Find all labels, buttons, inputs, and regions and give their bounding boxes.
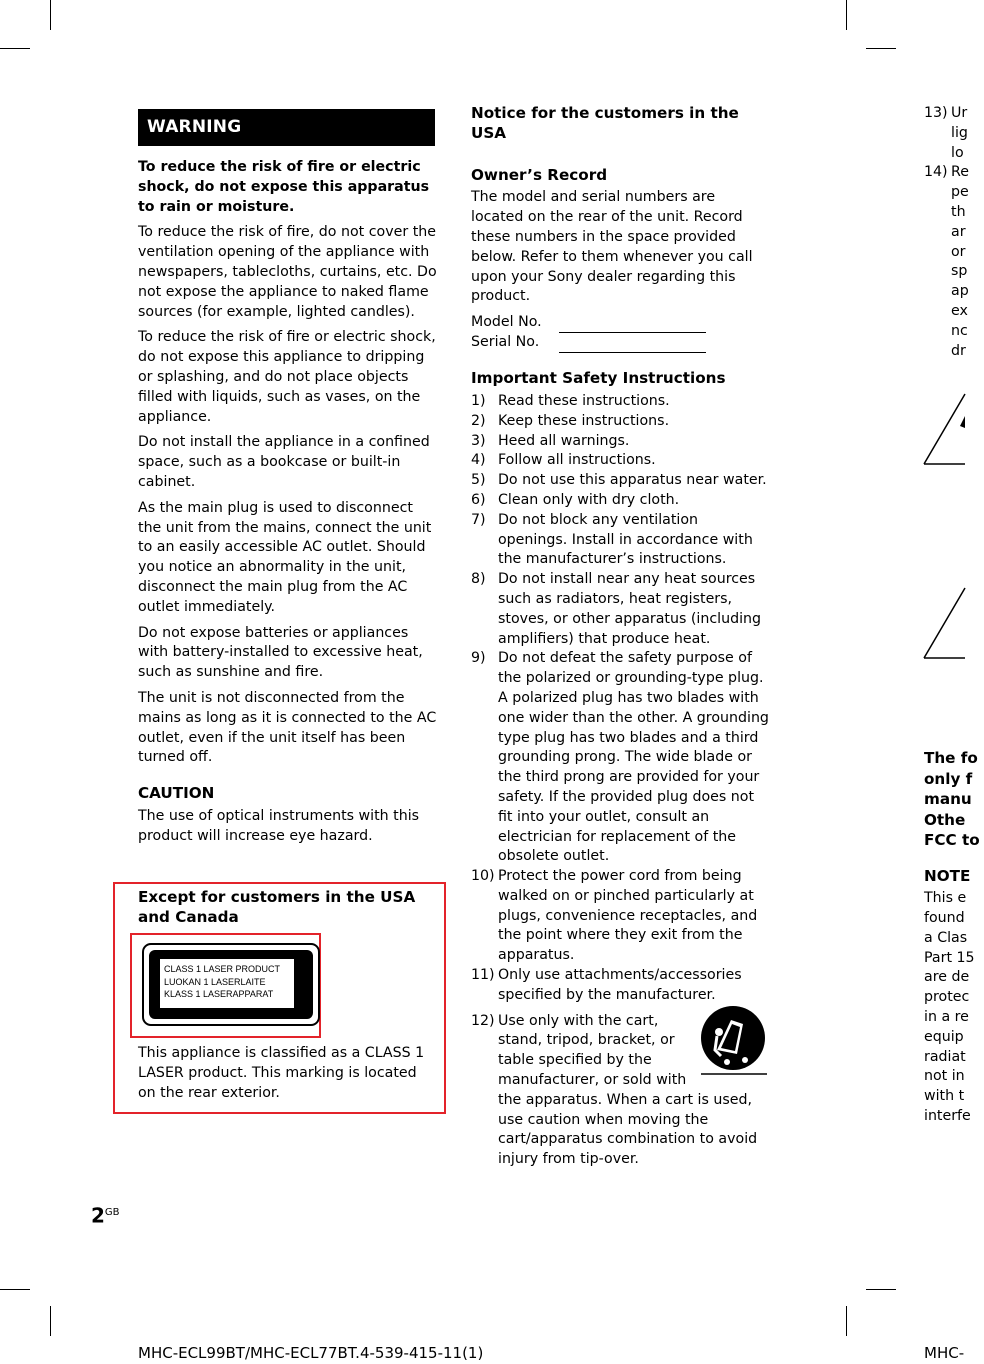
- item-text: Read these instructions.: [498, 392, 670, 409]
- safety-heading: Important Safety Instructions: [471, 369, 726, 388]
- item-text: Keep these instructions.: [498, 412, 670, 429]
- text-fragment: dr: [951, 342, 966, 359]
- crop-mark: [866, 1289, 896, 1290]
- laser-line: CLASS 1 LASER PRODUCT: [164, 964, 281, 974]
- item-number: 6): [471, 491, 486, 508]
- text-fragment: FCC to: [924, 831, 980, 849]
- model-number-field: [559, 320, 706, 333]
- text-fragment: equip: [924, 1028, 964, 1045]
- text-fragment: sp: [951, 263, 968, 280]
- text-fragment: are de: [924, 969, 970, 986]
- item-number: 12): [471, 1012, 495, 1029]
- item-text: Do not use this apparatus near water.: [498, 472, 767, 489]
- item-number: 13): [924, 105, 948, 121]
- item-text: [498, 1012, 769, 1170]
- crop-mark: [866, 48, 896, 49]
- crop-mark: [50, 0, 51, 30]
- footer-model-next: MHC-: [924, 1344, 965, 1362]
- text-fragment: ap: [951, 283, 969, 300]
- warning-paragraph: Do not install the appliance in a confined space, such as a bookcase or built-in cabinet.: [138, 434, 430, 490]
- list-item: [471, 511, 769, 570]
- text-fragment: lig: [951, 124, 968, 141]
- crop-mark: [50, 1306, 51, 1336]
- text-fragment: with t: [924, 1088, 965, 1105]
- item-text: [951, 104, 984, 163]
- text-fragment: The fo: [924, 749, 978, 767]
- crop-mark: [0, 48, 30, 49]
- list-item: [471, 867, 769, 966]
- crop-mark: [846, 1306, 847, 1336]
- list-item: [471, 966, 769, 1006]
- text-fragment: protec: [924, 989, 970, 1006]
- item-text: Heed all warnings.: [498, 432, 630, 449]
- item-number: 8): [471, 571, 486, 588]
- warning-paragraph: To reduce the risk of fire or electric shock, do not expose this appliance to dripping or splashing, and do not place objects filled with liquids, such as vases, on the appliance.: [138, 329, 436, 425]
- list-item: [471, 570, 769, 649]
- serial-number-row: [471, 333, 769, 353]
- item-number: 2): [471, 412, 486, 429]
- text-fragment: ar: [951, 223, 966, 240]
- list-item: [471, 1012, 769, 1170]
- list-item: [471, 392, 769, 412]
- text-fragment: or: [951, 243, 966, 260]
- item-number: 10): [471, 868, 495, 885]
- laser-line: LUOKAN 1 LASERLAITE: [164, 976, 266, 987]
- safety-list: [471, 392, 769, 1170]
- cart-tip-over-warning-icon: [697, 1004, 769, 1076]
- list-item: [471, 412, 769, 432]
- item-12-text: Use only with the cart, stand, tripod, bracket, or table specified by the manufacturer, or sold with the apparatus. When a cart is used, use caution when moving the cart/apparatus combination to avoid injury from tip-over.: [498, 1012, 758, 1168]
- list-item: [471, 491, 769, 511]
- text-fragment: pe: [951, 184, 969, 201]
- item-number: 9): [471, 650, 486, 667]
- warning-statement: To reduce the risk of fire or electric shock, do not expose this apparatus to rain or moisture.: [138, 159, 430, 215]
- owners-record-heading: Owner’s Record: [471, 165, 608, 184]
- text-fragment: th: [951, 203, 966, 220]
- text-fragment: Part 15: [924, 949, 975, 966]
- note-heading: NOTE: [924, 866, 971, 885]
- list-item: [924, 163, 984, 361]
- text-fragment: Ur: [951, 105, 968, 121]
- model-number-row: [471, 313, 769, 333]
- except-section: [138, 888, 434, 928]
- notice-heading: Notice for the customers in the USA: [471, 104, 739, 142]
- item-text: Do not install near any heat sources such as radiators, heat registers, stoves, or other apparatus (including amplifiers) that produce heat.: [498, 571, 762, 647]
- text-fragment: a Clas: [924, 929, 968, 946]
- item-number: 3): [471, 432, 486, 449]
- item-number: 14): [924, 164, 948, 181]
- crop-mark: [0, 1289, 30, 1290]
- item-text: Follow all instructions.: [498, 452, 656, 469]
- item-text: Protect the power cord from being walked on or pinched particularly at plugs, convenience receptacles, and the point where they exit from the apparatus.: [498, 868, 758, 964]
- left-column: [138, 109, 438, 847]
- except-heading: Except for customers in the USA and Canada: [138, 888, 416, 926]
- item-text: Clean only with dry cloth.: [498, 491, 680, 508]
- text-fragment: only f: [924, 769, 973, 788]
- serial-number-field: [559, 340, 706, 353]
- warning-triangle-icon: [922, 580, 965, 662]
- middle-column: [471, 104, 769, 1170]
- item-text: Do not block any ventilation openings. Install in accordance with the manufacturer’s instructions.: [498, 511, 753, 568]
- serial-label: Serial No.: [471, 334, 540, 351]
- item-number: 7): [471, 511, 486, 528]
- text-fragment: lo: [951, 144, 964, 161]
- list-item: [924, 104, 984, 163]
- item-number: 11): [471, 967, 495, 984]
- item-text: [951, 163, 984, 361]
- page-number-value: 2: [91, 1203, 105, 1228]
- crop-mark: [846, 0, 847, 30]
- text-fragment: radiat: [924, 1048, 966, 1065]
- owners-record-text: The model and serial numbers are located on the rear of the unit. Record these numbers in the space provided below. Refer to them whenever you call upon your Sony dealer regarding this product.: [471, 189, 753, 305]
- item-number: 5): [471, 472, 486, 489]
- warning-paragraph: As the main plug is used to disconnect the unit from the mains, connect the unit to an easily accessible AC outlet. Should you notice an abnormality in the unit, disconnect the main plug from the AC outlet immediately.: [138, 499, 432, 615]
- text-fragment: not in: [924, 1068, 965, 1085]
- text-fragment: Re: [951, 164, 969, 181]
- list-item: [471, 471, 769, 491]
- item-number: 4): [471, 452, 486, 469]
- text-fragment: in a re: [924, 1009, 969, 1026]
- item-text: Only use attachments/accessories specified by the manufacturer.: [498, 967, 742, 1003]
- text-fragment: nc: [951, 322, 968, 339]
- laser-description: [138, 1044, 434, 1103]
- laser-product-label: [142, 943, 320, 1026]
- warning-paragraph: To reduce the risk of fire, do not cover the ventilation opening of the appliance with newspapers, tablecloths, curtains, etc. Do not expose the appliance to naked flame sources (for example, lighted candles).: [138, 224, 437, 320]
- page-number: [91, 1203, 120, 1226]
- item-number: 1): [471, 392, 486, 409]
- footer-model: MHC-ECL99BT/MHC-ECL77BT.4-539-415-11(1): [138, 1344, 484, 1362]
- item-text: Do not defeat the safety purpose of the polarized or grounding-type plug. A polarized plug has two blades with one wider than the other. A grounding type plug has two blades and a third grounding prong. The wide blade or the third prong are provided for your safety. If the provided plug does not fit into your outlet, consult an electrician for replacement of the obsolete outlet.: [498, 650, 769, 865]
- text-fragment: Othe: [924, 810, 966, 829]
- text-fragment: ex: [951, 302, 968, 319]
- caution-text: The use of optical instruments with this product will increase eye hazard.: [138, 807, 420, 844]
- text-fragment: found: [924, 910, 965, 927]
- text-fragment: This e: [924, 890, 967, 907]
- warning-paragraph: Do not expose batteries or appliances with battery-installed to excessive heat, such as sunshine and fire.: [138, 624, 423, 681]
- list-item: [471, 649, 769, 867]
- laser-text: This appliance is classified as a CLASS 1 LASER product. This marking is located on the rear exterior.: [138, 1045, 425, 1101]
- list-item: [471, 432, 769, 452]
- text-fragment: manu: [924, 790, 972, 808]
- page-number-suffix: GB: [104, 1207, 120, 1218]
- laser-label-text: [160, 959, 294, 1008]
- warning-triangle-icon: [922, 388, 965, 468]
- warning-heading: WARNING: [138, 109, 435, 146]
- fcc-section-partial: [924, 748, 980, 1127]
- caution-heading: CAUTION: [138, 784, 215, 803]
- warning-paragraph: The unit is not disconnected from the mains as long as it is connected to the AC outlet, even if the unit itself has been turned off.: [138, 689, 437, 766]
- list-item: [471, 451, 769, 471]
- laser-line: KLASS 1 LASERAPPARAT: [164, 989, 274, 999]
- text-fragment: interfe: [924, 1108, 971, 1125]
- right-column-partial: [924, 104, 969, 361]
- model-label: Model No.: [471, 314, 542, 331]
